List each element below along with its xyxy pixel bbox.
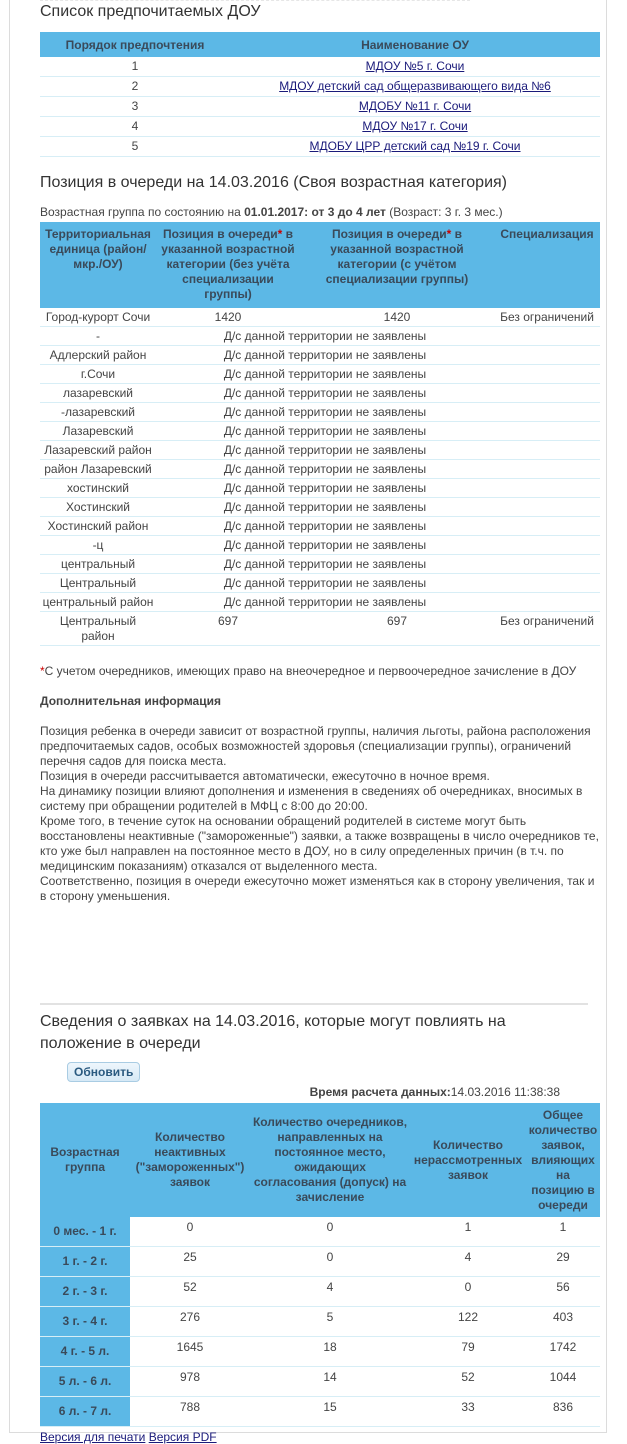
not-declared-note: Д/с данной территории не заявлены (156, 327, 494, 346)
position-row (40, 441, 600, 460)
info-paragraph: На динамику позиции влияют дополнения и изменения в сведениях об очередниках, вносимых в систему при обращении родителей в МФЦ с 8:00 до 20:00. (40, 784, 583, 813)
col-age-group: Возрастная группа (40, 1103, 130, 1217)
age-group-prefix: Возрастная группа по состоянию на (40, 205, 245, 219)
position-row (40, 612, 600, 646)
territory-cell: центральный район (40, 593, 156, 612)
age-group-value: 01.01.2017: от 3 до 4 лет (244, 205, 386, 219)
position-row (40, 403, 600, 422)
col-position-no-spec: Позиция в очереди* в указанной возрастной категории (без учёта специализации группы) (156, 222, 300, 308)
total-cell: 29 (526, 1247, 600, 1277)
institution-link[interactable]: МДОБУ №11 г. Сочи (358, 99, 472, 113)
total-cell: 836 (526, 1397, 600, 1427)
age-group-cell: 3 г. - 4 г. (40, 1307, 130, 1337)
specialization-cell (494, 327, 600, 346)
institution-link[interactable]: МДОУ №5 г. Сочи (365, 59, 465, 73)
territory-cell: - (40, 327, 156, 346)
specialization-cell (494, 479, 600, 498)
col-order: Порядок предпочтения (40, 32, 230, 57)
age-group-suffix: (Возраст: 3 г. 3 мес.) (385, 205, 503, 219)
col-position-spec: Позиция в очереди* в указанной возрастной категории (с учётом специализации группы) (300, 222, 494, 308)
territory-cell: лазаревский (40, 384, 156, 403)
total-cell: 1742 (526, 1337, 600, 1367)
position-header-row (40, 222, 600, 308)
position-table (40, 222, 600, 646)
position-row (40, 384, 600, 403)
not-declared-note: Д/с данной территории не заявлены (156, 346, 494, 365)
preferred-row (40, 137, 600, 157)
top-divider (40, 0, 470, 1)
position-row (40, 346, 600, 365)
position-row (40, 517, 600, 536)
info-paragraph: Кроме того, в течение суток на основании обращений родителей в системе могут быть восстановлены неактивные ("замороженные") заявки, а также возвращены в число очередников те, кто уже был направлен на постоянное место в ДОУ, но в силу определенных причин (в т.ч. по медицинским показаниям) отказался от выделенного места. (40, 814, 599, 873)
specialization-cell (494, 555, 600, 574)
requests-row (40, 1247, 600, 1277)
position-row (40, 460, 600, 479)
position-row (40, 365, 600, 384)
preferred-row (40, 97, 600, 117)
directed-cell: 15 (250, 1397, 410, 1427)
frozen-cell: 52 (130, 1277, 250, 1307)
preferred-header-row (40, 32, 600, 57)
territory-cell: Хостинский район (40, 517, 156, 536)
specialization-cell (494, 365, 600, 384)
col-directed: Количество очередников, направленных на постоянное место, ожидающих согласования (допуск) на зачисление (250, 1103, 410, 1217)
info-paragraph: Позиция в очереди рассчитывается автоматически, ежесуточно в ночное время. (40, 769, 490, 783)
not-declared-note: Д/с данной территории не заявлены (156, 517, 494, 536)
not-declared-note: Д/с данной территории не заявлены (156, 384, 494, 403)
specialization-cell (494, 574, 600, 593)
institution-link[interactable]: МДОУ детский сад общеразвивающего вида №6 (279, 79, 551, 93)
age-group-cell: 5 л. - 6 л. (40, 1367, 130, 1397)
specialization-cell (494, 422, 600, 441)
institution-link[interactable]: МДОБУ ЦРР детский сад №19 г. Сочи (309, 139, 521, 153)
requests-row (40, 1217, 600, 1247)
col-specialization: Специализация (494, 222, 600, 308)
specialization-cell (494, 403, 600, 422)
unreviewed-cell: 79 (410, 1337, 526, 1367)
position-row (40, 498, 600, 517)
preference-order: 2 (40, 77, 230, 97)
col-name: Наименование ОУ (230, 32, 600, 57)
age-group-cell: 2 г. - 3 г. (40, 1277, 130, 1307)
specialization-cell (494, 536, 600, 555)
preference-order: 1 (40, 57, 230, 77)
unreviewed-cell: 0 (410, 1277, 526, 1307)
frozen-cell: 276 (130, 1307, 250, 1337)
not-declared-note: Д/с данной территории не заявлены (156, 422, 494, 441)
territory-cell: Центральный район (40, 612, 156, 646)
position-title: Позиция в очереди на 14.03.2016 (Своя возрастная категория) (40, 174, 508, 191)
position-no-spec-cell: 1420 (156, 308, 300, 327)
position-spec-cell: 697 (300, 612, 494, 646)
info-paragraph: Позиция ребенка в очереди зависит от возрастной группы, наличия льготы, района расположения предпочитаемых садов, особых возможностей здоровья (специализации группы), ограничений перечня садов для поиска места. (40, 724, 591, 768)
section-divider (40, 1003, 588, 1005)
requests-row (40, 1337, 600, 1367)
unreviewed-cell: 122 (410, 1307, 526, 1337)
territory-cell: центральный (40, 555, 156, 574)
print-version-link[interactable]: Версия для печати (40, 1430, 146, 1444)
preference-order: 5 (40, 137, 230, 157)
preferred-title: Список предпочитаемых ДОУ (40, 3, 261, 20)
additional-info-title: Дополнительная информация (40, 694, 221, 708)
not-declared-note: Д/с данной территории не заявлены (156, 460, 494, 479)
requests-header-row (40, 1103, 600, 1217)
age-group-cell: 4 г. - 5 л. (40, 1337, 130, 1367)
specialization-cell (494, 441, 600, 460)
preferred-row (40, 117, 600, 137)
calc-time (40, 1085, 600, 1099)
position-no-spec-cell: 697 (156, 612, 300, 646)
directed-cell: 14 (250, 1367, 410, 1397)
preference-order: 4 (40, 117, 230, 137)
preferred-section (40, 3, 600, 157)
total-cell: 1044 (526, 1367, 600, 1397)
preference-order: 3 (40, 97, 230, 117)
position-row (40, 422, 600, 441)
preferred-row (40, 77, 600, 97)
institution-cell (230, 57, 600, 77)
institution-cell (230, 97, 600, 117)
directed-cell: 18 (250, 1337, 410, 1367)
territory-cell: хостинский (40, 479, 156, 498)
position-row (40, 536, 600, 555)
territory-cell: Хостинский (40, 498, 156, 517)
frozen-cell: 788 (130, 1397, 250, 1427)
not-declared-note: Д/с данной территории не заявлены (156, 536, 494, 555)
info-paragraph: Соответственно, позиция в очереди ежесуточно может изменяться как в сторону увеличения, так и в сторону уменьшения. (40, 874, 595, 903)
col-frozen: Количество неактивных ("замороженных") заявок (130, 1103, 250, 1217)
territory-cell: Лазаревский (40, 422, 156, 441)
territory-cell: Город-курорт Сочи (40, 308, 156, 327)
col-territory: Территориальная единица (район/мкр./ОУ) (40, 222, 156, 308)
territory-cell: Адлерский район (40, 346, 156, 365)
territory-cell: г.Сочи (40, 365, 156, 384)
territory-cell: -лазаревский (40, 403, 156, 422)
specialization-cell (494, 346, 600, 365)
directed-cell: 0 (250, 1217, 410, 1247)
col-total: Общее количество заявок, влияющих на позицию в очереди (526, 1103, 600, 1217)
refresh-button[interactable]: Обновить (67, 1062, 140, 1082)
requests-row (40, 1277, 600, 1307)
age-group-cell: 0 мес. - 1 г. (40, 1217, 130, 1247)
age-group-cell: 6 л. - 7 л. (40, 1397, 130, 1427)
institution-cell (230, 137, 600, 157)
directed-cell: 0 (250, 1247, 410, 1277)
position-row (40, 327, 600, 346)
frozen-cell: 25 (130, 1247, 250, 1277)
not-declared-note: Д/с данной территории не заявлены (156, 555, 494, 574)
not-declared-note: Д/с данной территории не заявлены (156, 479, 494, 498)
institution-link[interactable]: МДОУ №17 г. Сочи (362, 119, 468, 133)
specialization-cell (494, 498, 600, 517)
unreviewed-cell: 52 (410, 1367, 526, 1397)
calc-time-label: Время расчета данных: (309, 1085, 451, 1099)
frozen-cell: 1645 (130, 1337, 250, 1367)
institution-cell (230, 117, 600, 137)
calc-time-value: 14.03.2016 11:38:38 (450, 1085, 560, 1099)
requests-row (40, 1397, 600, 1427)
preferred-row (40, 57, 600, 77)
territory-cell: Центральный (40, 574, 156, 593)
col-unreviewed: Количество нерассмотренных заявок (410, 1103, 526, 1217)
requests-row (40, 1367, 600, 1397)
specialization-cell (494, 517, 600, 536)
directed-cell: 4 (250, 1277, 410, 1307)
territory-cell: Лазаревский район (40, 441, 156, 460)
territory-cell: -ц (40, 536, 156, 555)
institution-cell (230, 77, 600, 97)
specialization-cell: Без ограничений (494, 308, 600, 327)
age-group-cell: 1 г. - 2 г. (40, 1247, 130, 1277)
unreviewed-cell: 4 (410, 1247, 526, 1277)
position-row (40, 479, 600, 498)
position-row (40, 555, 600, 574)
preferred-table (40, 32, 600, 157)
requests-section (40, 1011, 600, 1444)
requests-row (40, 1307, 600, 1337)
total-cell: 56 (526, 1277, 600, 1307)
age-group-line (40, 205, 600, 219)
not-declared-note: Д/с данной территории не заявлены (156, 365, 494, 384)
requests-table (40, 1103, 600, 1427)
position-section (40, 174, 600, 904)
unreviewed-cell: 33 (410, 1397, 526, 1427)
footnote: *С учетом очередников, имеющих право на внеочередное и первоочередное зачисление в ДОУ (40, 664, 577, 678)
specialization-cell: Без ограничений (494, 612, 600, 646)
specialization-cell (494, 593, 600, 612)
total-cell: 403 (526, 1307, 600, 1337)
not-declared-note: Д/с данной территории не заявлены (156, 593, 494, 612)
position-spec-cell: 1420 (300, 308, 494, 327)
position-row (40, 593, 600, 612)
not-declared-note: Д/с данной территории не заявлены (156, 403, 494, 422)
specialization-cell (494, 384, 600, 403)
position-row (40, 308, 600, 327)
not-declared-note: Д/с данной территории не заявлены (156, 574, 494, 593)
specialization-cell (494, 460, 600, 479)
frozen-cell: 978 (130, 1367, 250, 1397)
not-declared-note: Д/с данной территории не заявлены (156, 441, 494, 460)
unreviewed-cell: 1 (410, 1217, 526, 1247)
directed-cell: 5 (250, 1307, 410, 1337)
frozen-cell: 0 (130, 1217, 250, 1247)
total-cell: 1 (526, 1217, 600, 1247)
territory-cell: район Лазаревский (40, 460, 156, 479)
requests-title: Сведения о заявках на 14.03.2016, которые могут повлиять на положение в очереди (40, 1013, 506, 1052)
additional-info-text (40, 724, 600, 904)
not-declared-note: Д/с данной территории не заявлены (156, 498, 494, 517)
pdf-version-link[interactable]: Версия PDF (148, 1430, 217, 1444)
position-row (40, 574, 600, 593)
